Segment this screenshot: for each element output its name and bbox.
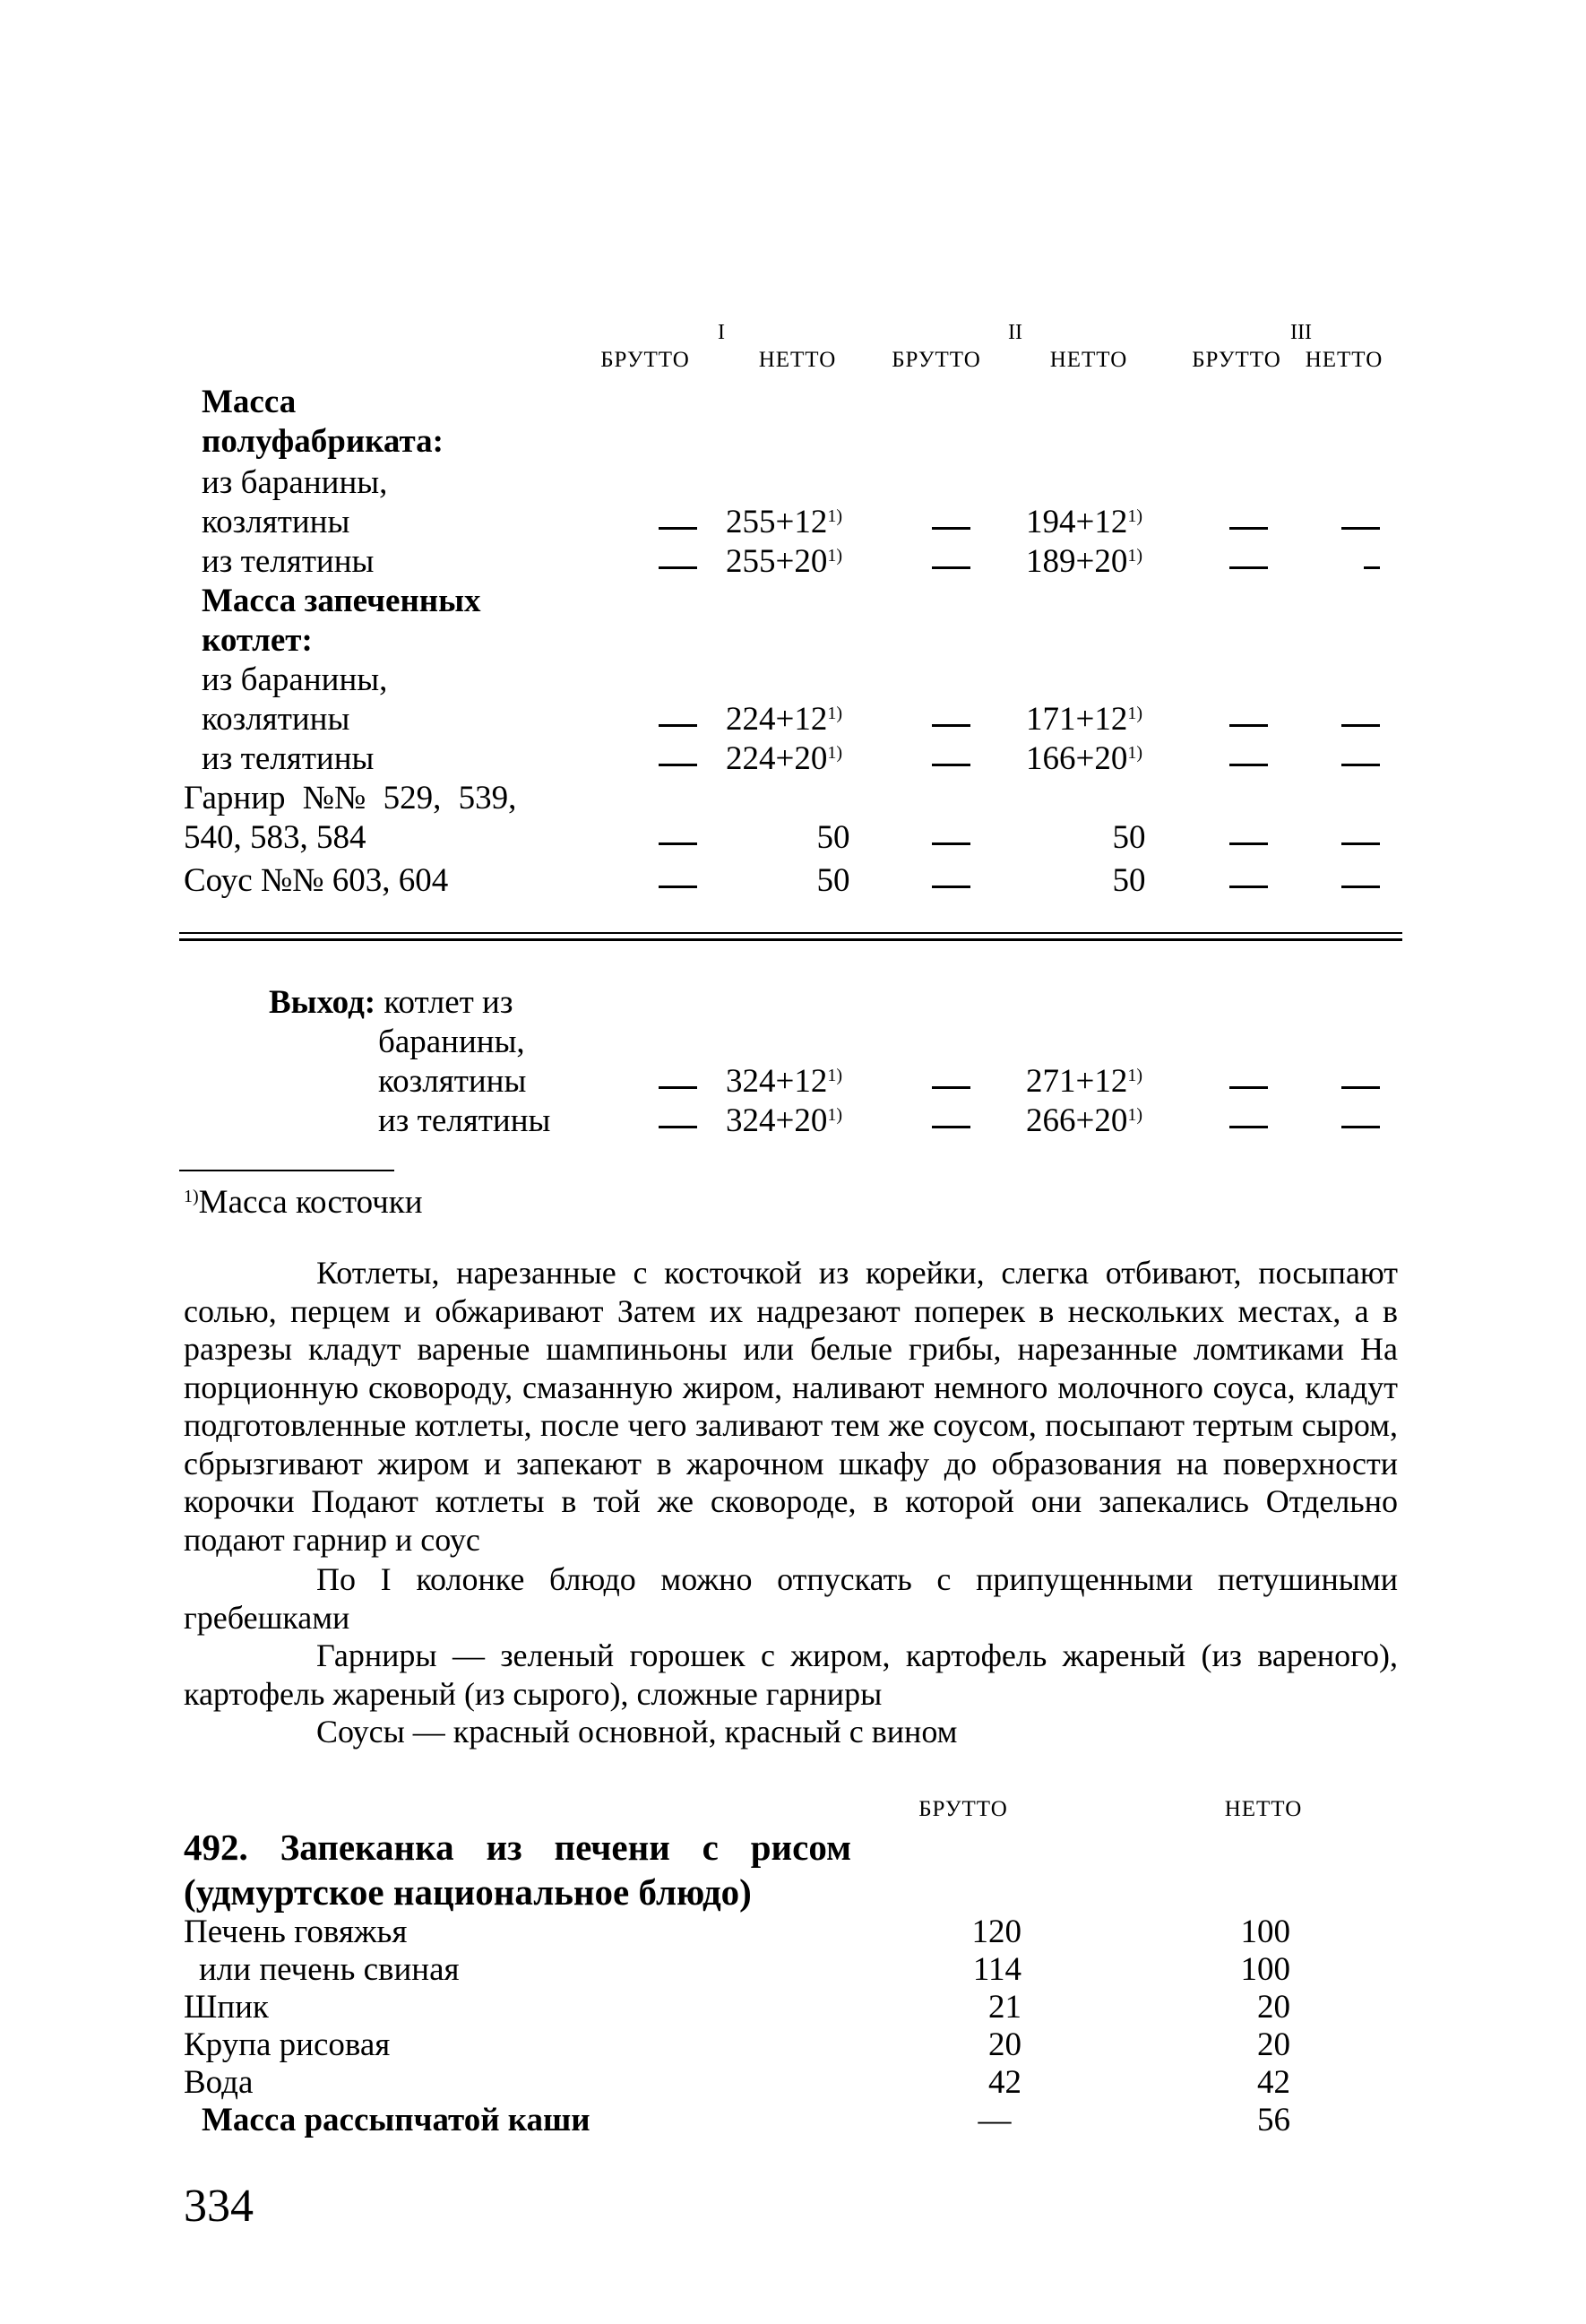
recipe492-row-brutto: 114 [972,1951,1021,1988]
dash [1229,842,1268,845]
label-sauce: Соус №№ 603, 604 [184,862,449,899]
dash [1229,1086,1268,1089]
dash [932,566,970,569]
value-cell: 50 [1112,819,1146,856]
value-cell: 50 [816,862,850,899]
paragraph-method: Котлеты, нарезанные с косточкой из корейки, слегка отбивают, посыпают солью, перцем и обжаривают Затем их надрезают поперек в нескольких местах, а в разрезы кладут вареные шампиньоны или белые грибы, нарезанные ломтиками На порционную сковороду, смазанную жиром, наливают немного молочного соуса, кладут подготовленные котлеты, после чего заливают тем же соусом, посыпают тертым сыром, сбрызгивают жиром и запекают в жарочном шкафу до образования на поверхности корочки Подают котлеты в той же сковороде, в которой они запекались Отдельно подают гарнир и соус [184,1255,1398,1558]
paragraph-sauces: Соусы — красный основной, красный с вином [316,1714,958,1749]
col-group-III: III [1290,321,1312,344]
dash [932,527,970,530]
col-header-netto-II: НЕТТО [1049,348,1128,372]
recipe492-row-name: Масса рассыпчатой каши [202,2102,590,2138]
table-rule [179,938,1402,941]
col-header-brutto-III: БРУТТО [1192,348,1281,372]
label-mutton-line1: из баранины, [202,464,388,501]
label-mutton-line2-b: козлятины [202,701,350,738]
recipe492-row-name: Шпик [184,1989,269,2026]
col-header-netto-III: НЕТТО [1305,348,1383,372]
dash [659,842,697,845]
dash [1229,566,1268,569]
label-mutton-line2: козлятины [202,504,350,540]
col-group-II: II [1008,321,1022,344]
dash [1341,527,1380,530]
value-cell: $166+20^{1)}$ [1025,740,1143,777]
value-cell: $224+20^{1)}$ [725,740,843,777]
value-cell: $189+20^{1)}$ [1025,543,1143,580]
recipe492-row-name: Крупа рисовая [184,2026,391,2063]
table-rule [179,932,1402,934]
label-garnish-line1: Гарнир №№ 529, 539, [184,780,517,816]
dash [932,764,970,766]
value-cell: $324+20^{1)}$ [725,1102,843,1139]
recipe492-row-netto: 100 [1240,1914,1290,1950]
dash [1341,886,1380,888]
dash [1364,566,1380,569]
col-group-I: I [718,321,725,344]
value-cell: $224+12^{1)}$ [725,701,843,738]
label-mass-semi: Масса полуфабриката: [202,384,444,460]
recipe492-row-name: Печень говяжья [184,1914,408,1950]
col-header-netto-I: НЕТТО [758,348,837,372]
output-line4: из телятины [378,1102,551,1139]
dash [932,724,970,727]
col-header-brutto-II: БРУТТО [892,348,981,372]
value-cell: 50 [816,819,850,856]
dash [932,842,970,845]
recipe492-row-netto: 20 [1257,1989,1290,2026]
recipe492-row-name: или печень свиная [199,1951,460,1988]
label-mutton-line1-b: из баранины, [202,661,388,698]
recipe492-row-netto: 20 [1257,2026,1290,2063]
dash [1229,724,1268,727]
output-line2: баранины, [378,1024,525,1060]
footnote: $^{1)}$Масса косточки [184,1184,423,1221]
dash [932,886,970,888]
output-line3: козлятины [378,1063,527,1100]
dash [1341,1086,1380,1089]
recipe492-row-netto: 56 [1257,2102,1290,2138]
value-cell: $324+12^{1)}$ [725,1063,843,1100]
dash [932,1086,970,1089]
value-cell: 50 [1112,862,1146,899]
recipe492-row-brutto: 120 [971,1914,1021,1950]
label-veal: из телятины [202,543,375,580]
value-cell: $255+20^{1)}$ [725,543,843,580]
dash [659,527,697,530]
col-header-brutto-I: БРУТТО [600,348,690,372]
value-cell: $194+12^{1)}$ [1025,504,1143,540]
dash [659,724,697,727]
dash [659,1086,697,1089]
label-veal-b: из телятины [202,740,375,777]
output-label: Выход: котлет из [269,984,513,1021]
recipe492-col-brutto: БРУТТО [918,1797,1008,1821]
recipe492-row-brutto: 42 [988,2064,1021,2101]
dash [1341,842,1380,845]
dash [1341,764,1380,766]
dash [659,886,697,888]
dash [659,1126,697,1128]
page-number: 334 [184,2181,254,2232]
value-cell: $271+12^{1)}$ [1025,1063,1143,1100]
dash [659,566,697,569]
label-garnish-line2: 540, 583, 584 [184,819,366,856]
footnote-rule [179,1170,394,1171]
value-cell: $171+12^{1)}$ [1025,701,1143,738]
dash [1229,527,1268,530]
dash [1229,886,1268,888]
dash [1341,1126,1380,1128]
recipe492-row-brutto: 20 [988,2026,1021,2063]
dash [932,1126,970,1128]
recipe492-row-brutto: 21 [988,1989,1021,2026]
recipe492-row-netto: 100 [1240,1951,1290,1988]
recipe492-col-netto: НЕТТО [1224,1797,1303,1821]
label-mass-baked: Масса запеченных котлет: [202,583,481,659]
value-cell: $255+12^{1)}$ [725,504,843,540]
recipe492-row-netto: 42 [1257,2064,1290,2101]
dash [1341,724,1380,727]
recipe492-title: 492. Запеканка из печени с рисом (удмуртское национальное блюдо) [184,1827,851,1913]
recipe492-row-name: Вода [184,2064,254,2101]
dash [1229,764,1268,766]
recipe492-row-brutto: — [978,2102,1012,2138]
paragraph-garnishes: Гарниры — зеленый горошек с жиром, картофель жареный (из вареного), картофель жареный (из сырого), сложные гарниры [184,1637,1398,1712]
paragraph-column-note: По I колонке блюдо можно отпускать с припущенными петушиными гребешками [184,1561,1398,1636]
dash [1229,1126,1268,1128]
value-cell: $266+20^{1)}$ [1025,1102,1143,1139]
dash [659,764,697,766]
